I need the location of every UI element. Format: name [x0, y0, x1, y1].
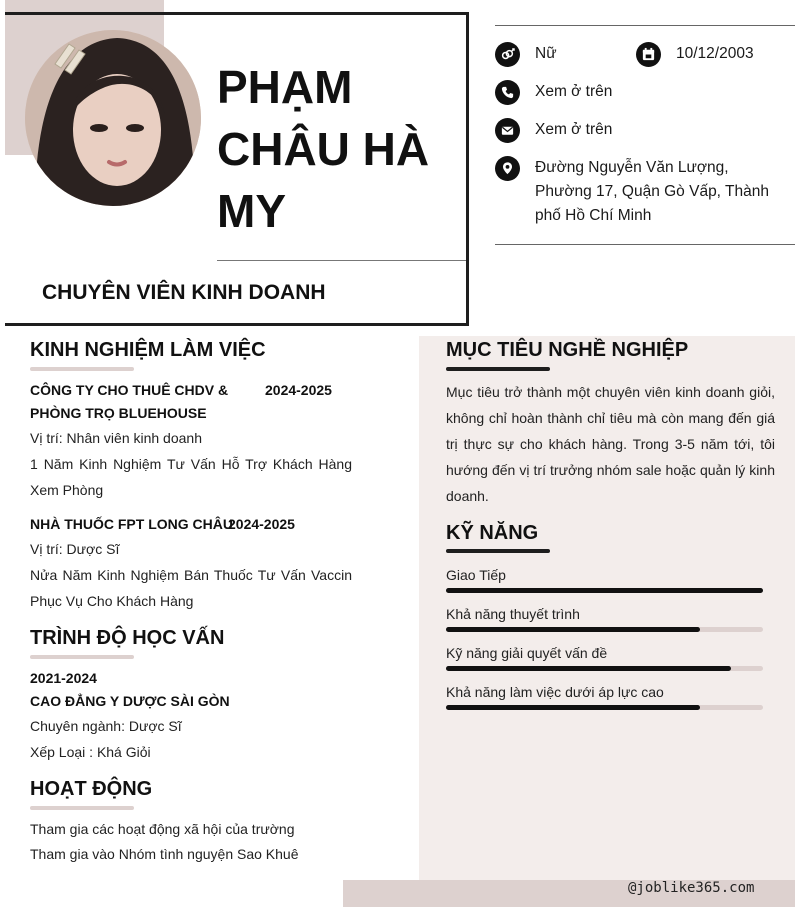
- education-period: 2021-2024: [30, 670, 97, 686]
- objective-underline: [446, 367, 550, 371]
- avatar: [25, 30, 201, 206]
- education-underline: [30, 655, 134, 659]
- skill-bar: [446, 666, 763, 671]
- activities-underline: [30, 806, 134, 810]
- skill-bar-fill: [446, 627, 700, 632]
- email-icon: [495, 118, 520, 143]
- skill-bar: [446, 705, 763, 710]
- phone-value: Xem ở trên: [535, 83, 613, 100]
- contact-divider-top: [495, 25, 795, 26]
- skill-label: Kỹ năng giải quyết vấn đề: [446, 645, 608, 661]
- education-school: CAO ĐẲNG Y DƯỢC SÀI GÒN: [30, 693, 230, 709]
- job-position: Vị trí: Dược Sĩ: [30, 541, 120, 557]
- contact-email: [495, 118, 612, 143]
- gender-icon: [495, 42, 520, 67]
- skill-bar-fill: [446, 705, 700, 710]
- skill-bar: [446, 588, 763, 593]
- education-major: Chuyên ngành: Dược Sĩ: [30, 718, 182, 734]
- skill-bar-fill: [446, 666, 731, 671]
- skill-label: Khả năng thuyết trình: [446, 606, 580, 622]
- education-title: TRÌNH ĐỘ HỌC VẤN: [30, 627, 225, 649]
- job-period: 2024-2025: [265, 382, 332, 398]
- objective-text: Mục tiêu trở thành một chuyên viên kinh doanh giỏi, không chỉ hoàn thành chỉ tiêu mà còn mang đến giá trị thực sự cho khách hàng. Trong 3-5 năm tới, tôi hướng đến vị trí trưởng nhóm sale hoặc quản lý kinh doanh.: [446, 384, 775, 504]
- contact-divider-bottom: [495, 244, 795, 245]
- email-value: Xem ở trên: [535, 121, 613, 138]
- skill-label: Khả năng làm việc dưới áp lực cao: [446, 684, 664, 700]
- job-company: CÔNG TY CHO THUÊ CHDV & PHÒNG TRỌ BLUEHOUSE: [30, 382, 229, 421]
- activity-item: Tham gia các hoạt động xã hội của trường: [30, 821, 295, 837]
- birthdate-value: 10/12/2003: [676, 45, 754, 62]
- skills-underline: [446, 549, 550, 553]
- name-line: CHÂU HÀ: [217, 123, 430, 175]
- gender-value: Nữ: [535, 45, 557, 62]
- skill-bar-fill: [446, 588, 763, 593]
- job-description: 1 Năm Kinh Nghiệm Tư Vấn Hỗ Trợ Khách Hàng Xem Phòng: [30, 456, 352, 498]
- contact-phone: [495, 80, 612, 105]
- avatar-photo: [25, 30, 201, 206]
- experience-title: KINH NGHIỆM LÀM VIỆC: [30, 339, 266, 361]
- job-position: Vị trí: Nhân viên kinh doanh: [30, 430, 202, 446]
- skills-title: KỸ NĂNG: [446, 522, 539, 544]
- activity-item: Tham gia vào Nhóm tình nguyện Sao Khuê: [30, 846, 299, 862]
- skill-label: Giao Tiếp: [446, 567, 506, 583]
- job-title: CHUYÊN VIÊN KINH DOANH: [42, 281, 326, 304]
- name-line: PHẠM: [217, 61, 353, 113]
- location-icon: [495, 156, 520, 181]
- experience-underline: [30, 367, 134, 371]
- contact-birthdate: [636, 42, 754, 67]
- full-name: [217, 56, 457, 242]
- objective-title: MỤC TIÊU NGHỀ NGHIỆP: [446, 339, 689, 361]
- address-value: Đường Nguyễn Văn Lượng, Phường 17, Quận Gò Vấp, Thành phố Hồ Chí Minh: [535, 159, 769, 224]
- job-description: Nửa Năm Kinh Nghiệm Bán Thuốc Tư Vấn Vaccin Phục Vụ Cho Khách Hàng: [30, 567, 352, 609]
- job-company: NHÀ THUỐC FPT LONG CHÂU: [30, 516, 233, 532]
- phone-icon: [495, 80, 520, 105]
- contact-address: [495, 156, 785, 228]
- skill-bar: [446, 627, 763, 632]
- education-grade: Xếp Loại : Khá Giỏi: [30, 744, 151, 760]
- job-period: 2024-2025: [228, 516, 295, 532]
- calendar-icon: [636, 42, 661, 67]
- activities-title: HOẠT ĐỘNG: [30, 778, 153, 800]
- name-divider: [217, 260, 466, 261]
- watermark: @joblike365.com: [628, 880, 755, 896]
- name-line: MY: [217, 185, 286, 237]
- contact-gender: [495, 42, 557, 67]
